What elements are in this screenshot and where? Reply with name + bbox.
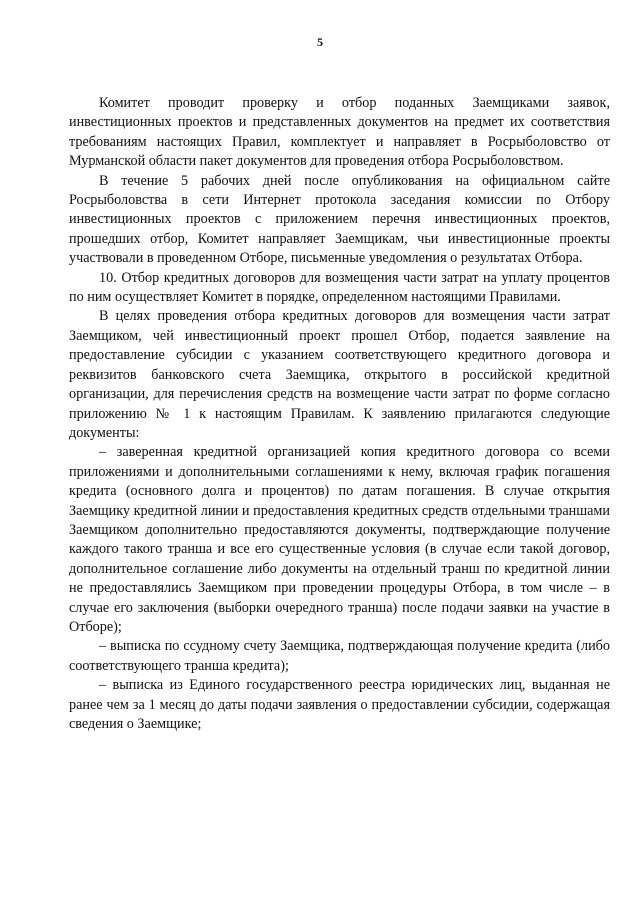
paragraph: В течение 5 рабочих дней после опубликования на официальном сайте Росрыболовства в сети Интернет протокола заседания комиссии по Отбору инвестиционных проектов с приложением перечня инвестиционных проектов, прошедших отбор, Комитет направляет Заемщикам, чьи инвестиционные проекты участвовали в проведенном Отборе, письменные уведомления о результатах Отбора. [69,172,610,267]
page-number: 5 [317,35,323,49]
document-body [69,94,610,734]
list-item: – выписка по ссудному счету Заемщика, подтверждающая получение кредита (либо соответствующего транша кредита); [69,638,610,674]
paragraph: В целях проведения отбора кредитных договоров для возмещения части затрат Заемщиком, чей инвестиционный проект прошел Отбор, подается заявление на предоставление субсидии с указанием соответствующего кредитного договора и реквизитов банковского счета Заемщика, открытого в российской кредитной организации, для перечисления средств на возмещение части затрат по форме согласно приложению № 1 к настоящим Правилам. К заявлению прилагаются следующие документы: [69,308,610,441]
paragraph: 10. Отбор кредитных договоров для возмещения части затрат на уплату процентов по ним осуществляет Комитет в порядке, определенном настоящими Правилами. [69,269,610,306]
list-item: – выписка из Единого государственного реестра юридических лиц, выданная не ранее чем за 1 месяц до даты подачи заявления о предоставлении субсидии, содержащая сведения о Заемщике; [69,677,610,732]
list-item: – заверенная кредитной организацией копия кредитного договора со всеми приложениями и дополнительными соглашениями к нему, включая график погашения кредита (основного долга и процентов) по датам погашения. В случае открытия Заемщику кредитной линии и предоставления кредитных средств отдельными траншами Заемщиком дополнительно предоставляются документы, подтверждающие получение каждого такого транша и все его существенные условия (в случае если такой договор, дополнительное соглашение либо документы на отдельный транш по кредитной линии не предоставлялись Заемщиком при проведении процедуры Отбора, в том числе – в случае его заключения (выборки очередного транша) после подачи заявки на участие в Отборе); [69,444,610,635]
paragraph: Комитет проводит проверку и отбор поданных Заемщиками заявок, инвестиционных проектов и представленных документов на предмет их соответствия требованиям настоящих Правил, комплектует и направляет в Росрыболовство от Мурманской области пакет документов для проведения отбора Росрыболовством. [69,95,610,170]
